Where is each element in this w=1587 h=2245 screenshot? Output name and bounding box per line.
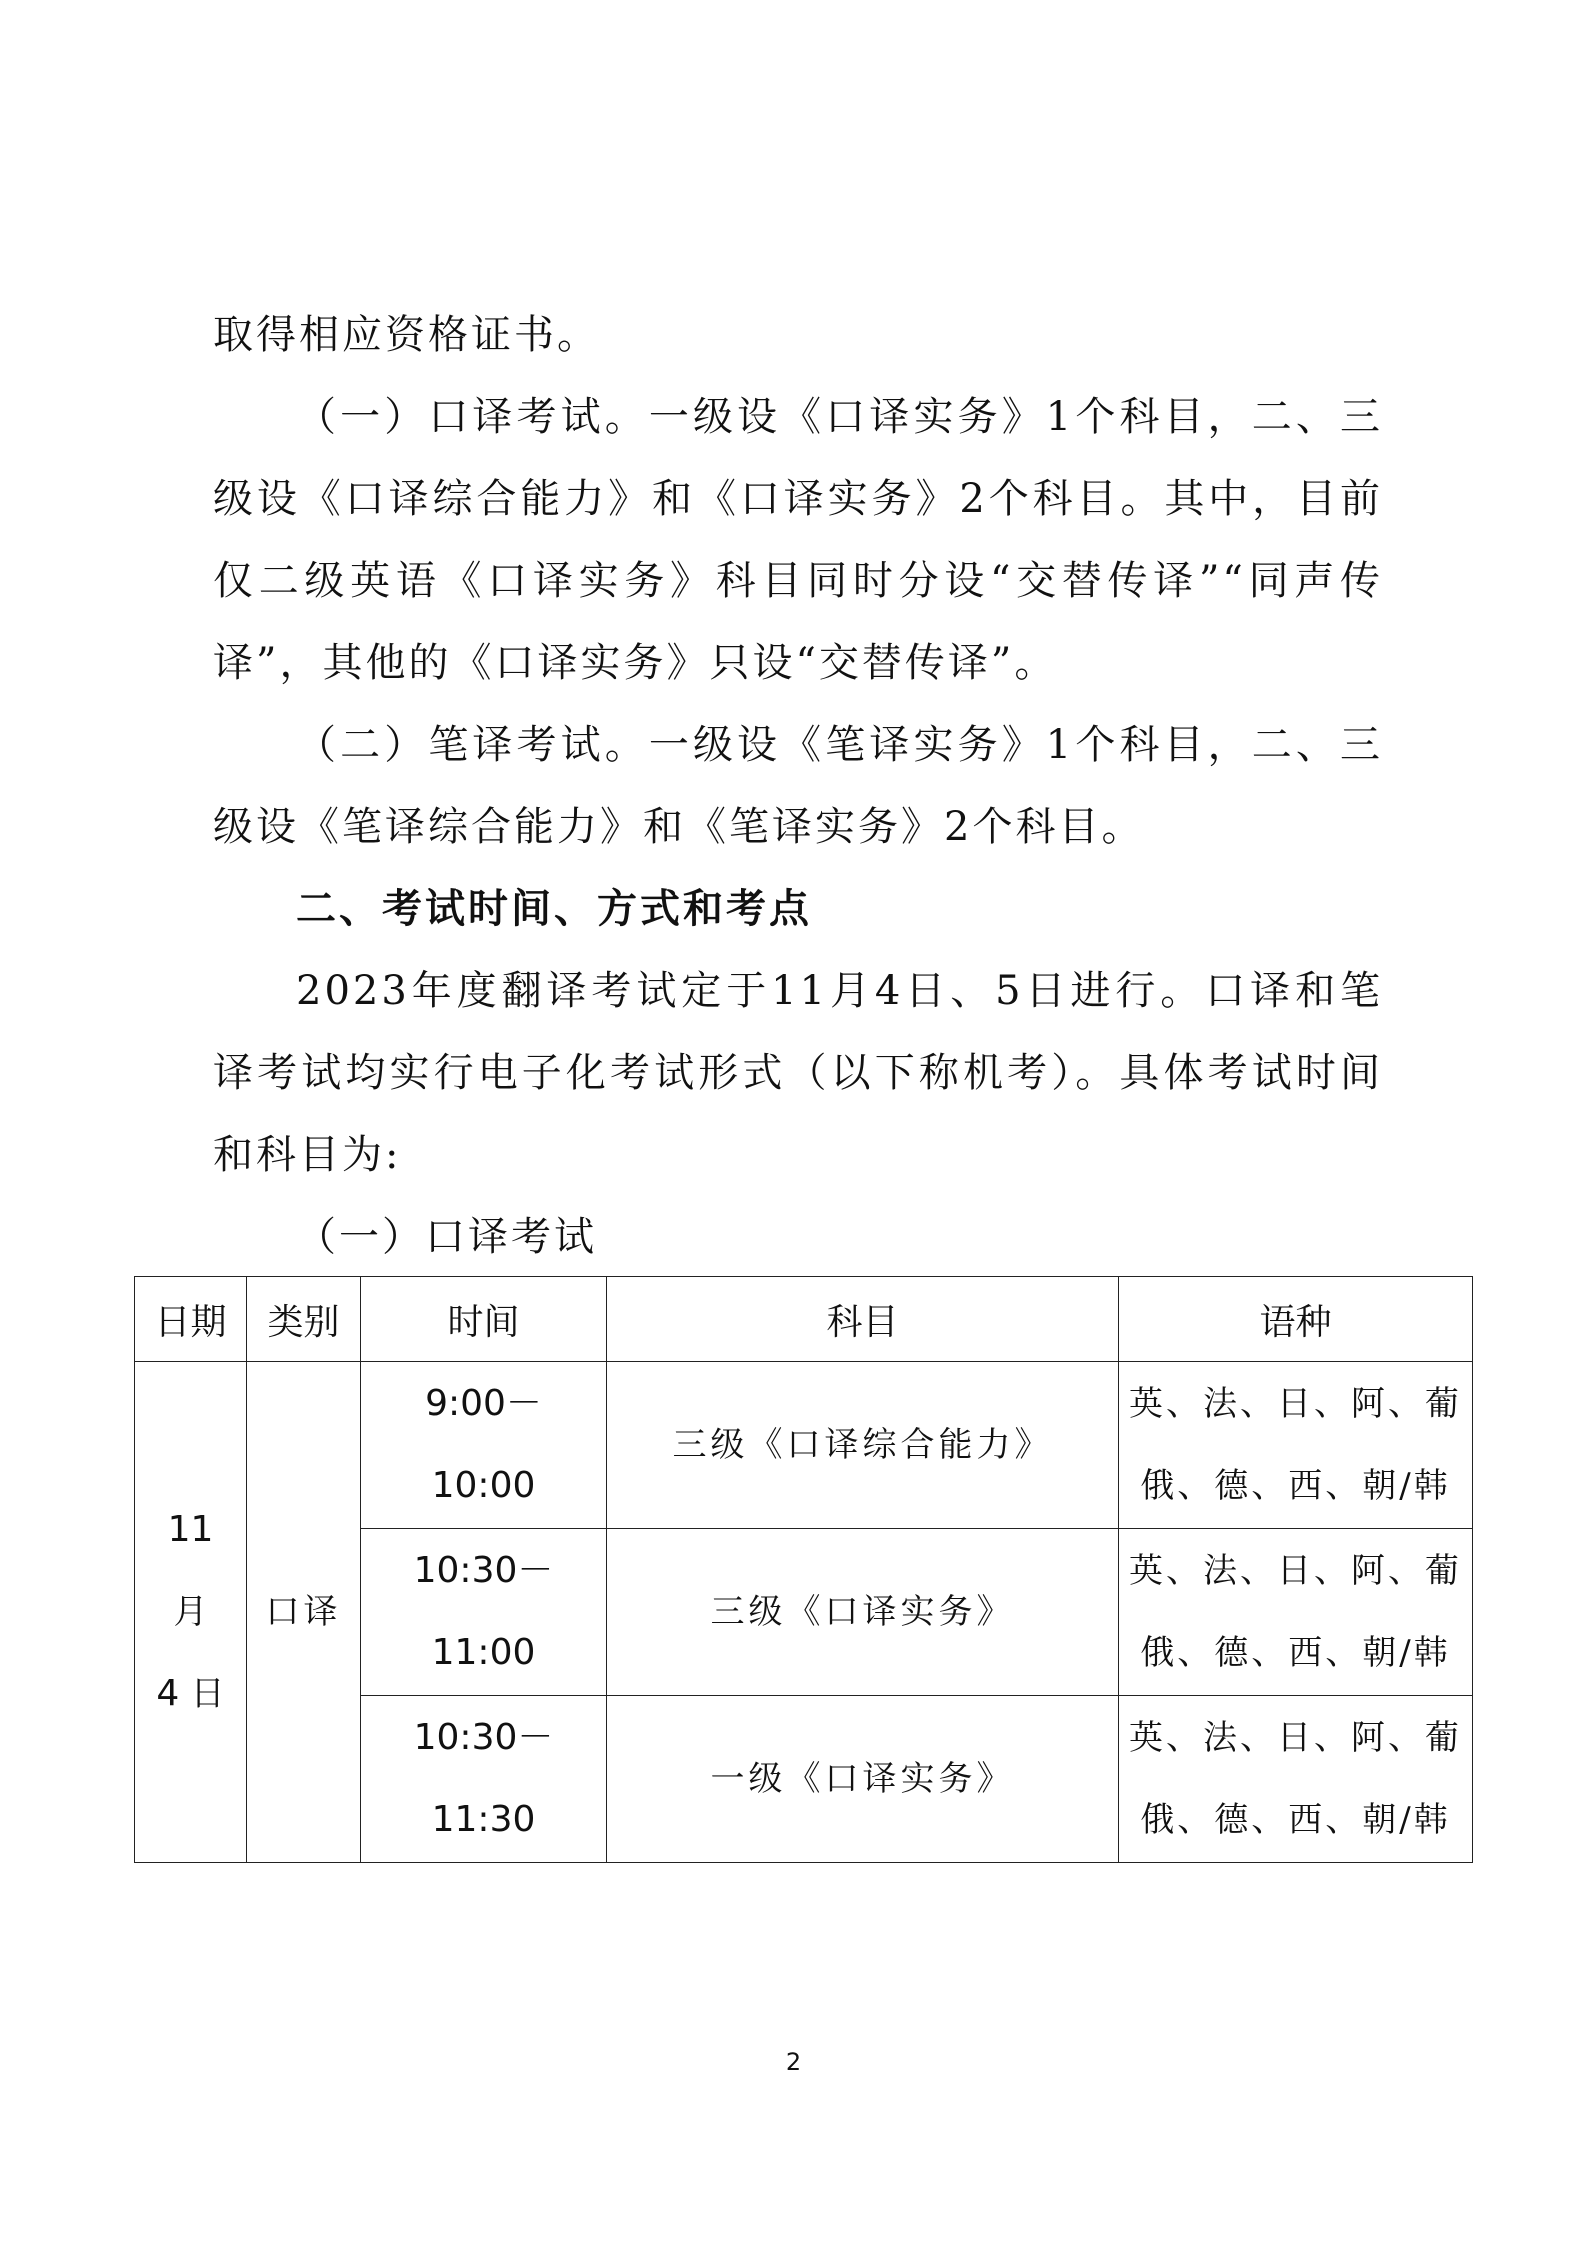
table-header-row [135, 1277, 1473, 1362]
languages-cell [1119, 1362, 1473, 1529]
date-day-line [135, 1653, 246, 1735]
time-end: 11:30 [431, 1799, 536, 1840]
table-row [135, 1362, 1473, 1529]
time-end: 11:00 [431, 1632, 536, 1673]
languages-cell [1119, 1696, 1473, 1863]
category-cell: 口译 [247, 1362, 361, 1863]
subject-cell: 三级《口译综合能力》 [607, 1362, 1119, 1529]
languages-line: 俄、德、西、朝/韩 [1140, 1466, 1451, 1506]
header-category: 类别 [247, 1277, 361, 1362]
time-end: 10:00 [431, 1465, 536, 1506]
date-day-char: 日 [190, 1674, 225, 1714]
paragraph-continuation: 取得相应资格证书。 [213, 312, 600, 358]
page-number: 2 [785, 2048, 802, 2076]
paragraph-exam-date: 2023年度翻译考试定于11月4日、5日进行。口译和笔译考试均实行电子化考试形式（以下称机考）。具体考试时间和科目为: [213, 968, 1383, 1178]
languages-line: 英、法、日、阿、葡 [1129, 1718, 1462, 1758]
header-date: 日期 [135, 1277, 247, 1362]
paragraph-translation-exam: （二）笔译考试。一级设《笔译实务》1个科目，二、三级设《笔译综合能力》和《笔译实务》2个科目。 [213, 722, 1383, 850]
date-cell [135, 1362, 247, 1863]
languages-line: 英、法、日、阿、葡 [1129, 1551, 1462, 1591]
date-month-char: 月 [173, 1592, 208, 1632]
time-start: 10:30－ [413, 1550, 554, 1591]
date-day-number: 11 [167, 1509, 214, 1550]
languages-line: 俄、德、西、朝/韩 [1140, 1800, 1451, 1840]
languages-cell [1119, 1529, 1473, 1696]
header-subject: 科目 [607, 1277, 1119, 1362]
date-day-num: 4 [156, 1673, 180, 1714]
paragraph-interpretation-exam: （一）口译考试。一级设《口译实务》1个科目，二、三级设《口译综合能力》和《口译实务》2个科目。其中，目前仅二级英语《口译实务》科目同时分设“交替传译”“同声传译”，其他的《口译实务》只设“交替传译”。 [213, 394, 1383, 686]
header-languages: 语种 [1119, 1277, 1473, 1362]
languages-line: 俄、德、西、朝/韩 [1140, 1633, 1451, 1673]
time-cell [361, 1362, 607, 1529]
time-cell [361, 1696, 607, 1863]
time-cell [361, 1529, 607, 1696]
subheading-interpretation: （一）口译考试 [296, 1214, 597, 1260]
subject-cell: 三级《口译实务》 [607, 1529, 1119, 1696]
section-heading: 二、考试时间、方式和考点 [296, 886, 812, 932]
subject-cell: 一级《口译实务》 [607, 1696, 1119, 1863]
time-start: 9:00－ [425, 1383, 542, 1424]
exam-schedule-table [134, 1276, 1473, 1863]
time-start: 10:30－ [413, 1717, 554, 1758]
languages-line: 英、法、日、阿、葡 [1129, 1384, 1462, 1424]
header-time: 时间 [361, 1277, 607, 1362]
